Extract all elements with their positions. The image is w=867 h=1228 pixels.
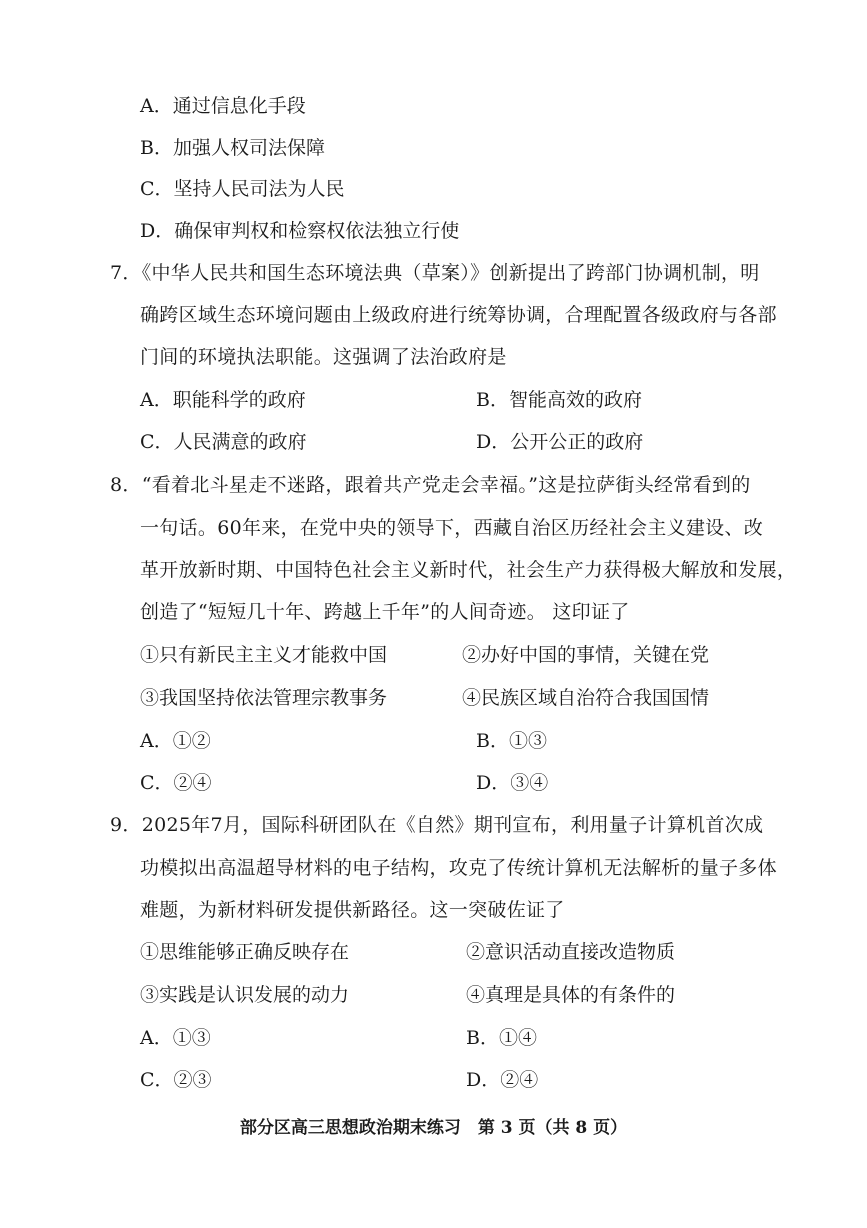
q8-stem-line-1: 8．“看着北斗星走不迷路，跟着共产党走会幸福。”这是拉萨街头经常看到的 [110, 474, 751, 496]
q8-item-2: ②办好中国的事情，关键在党 [462, 644, 710, 666]
q6-option-b: B．加强人权司法保障 [140, 137, 325, 159]
q7-option-c: C．人民满意的政府 [140, 431, 307, 453]
q6-option-d: D．确保审判权和检察权依法独立行使 [140, 220, 460, 242]
q8-stem-line-3: 革开放新时期、中国特色社会主义新时代，社会生产力获得极大解放和发展， [140, 559, 797, 581]
q6-option-a: A．通过信息化手段 [140, 95, 306, 117]
q9-item-2: ②意识活动直接改造物质 [466, 941, 676, 963]
q8-stem-line-4: 创造了“短短几十年、跨越上千年”的人间奇迹。 这印证了 [140, 601, 630, 623]
q9-option-d: D．②④ [466, 1069, 539, 1091]
q9-stem-line-3: 难题，为新材料研发提供新路径。这一突破佐证了 [140, 899, 565, 921]
q9-stem-line-2: 功模拟出高温超导材料的电子结构，攻克了传统计算机无法解析的量子多体 [140, 857, 777, 879]
q6-option-c: C．坚持人民司法为人民 [140, 178, 345, 200]
q8-option-a: A．①② [140, 730, 211, 752]
q9-item-1: ①思维能够正确反映存在 [140, 941, 350, 963]
q7-option-d: D．公开公正的政府 [476, 431, 644, 453]
q7-stem-line-2: 确跨区域生态环境问题由上级政府进行统筹协调，合理配置各级政府与各部 [140, 304, 777, 326]
q8-item-4: ④民族区域自治符合我国国情 [462, 687, 710, 709]
q8-stem-line-2: 一句话。60年来，在党中央的领导下，西藏自治区历经社会主义建设、改 [140, 517, 764, 539]
q9-item-3: ③实践是认识发展的动力 [140, 984, 350, 1006]
q8-option-c: C．②④ [140, 772, 212, 794]
q7-option-b: B．智能高效的政府 [476, 389, 642, 411]
q7-stem-line-3: 门间的环境执法职能。这强调了法治政府是 [140, 346, 507, 368]
q7-stem-line-1: 7．《中华人民共和国生态环境法典（草案）》创新提出了跨部门协调机制，明 [110, 262, 760, 284]
q8-option-d: D．③④ [476, 772, 549, 794]
q9-option-c: C．②③ [140, 1069, 212, 1091]
page-footer: 部分区高三思想政治期末练习 第 3 页（共 8 页） [239, 1118, 628, 1138]
q7-option-a: A．职能科学的政府 [140, 389, 306, 411]
q9-option-b: B．①④ [466, 1027, 537, 1049]
q9-item-4: ④真理是具体的有条件的 [466, 984, 676, 1006]
q8-item-1: ①只有新民主主义才能救中国 [140, 644, 388, 666]
q9-option-a: A．①③ [140, 1027, 211, 1049]
q8-item-3: ③我国坚持依法管理宗教事务 [140, 687, 388, 709]
q8-option-b: B．①③ [476, 730, 547, 752]
q9-stem-line-1: 9．2025年7月，国际科研团队在《自然》期刊宣布，利用量子计算机首次成 [110, 814, 764, 836]
